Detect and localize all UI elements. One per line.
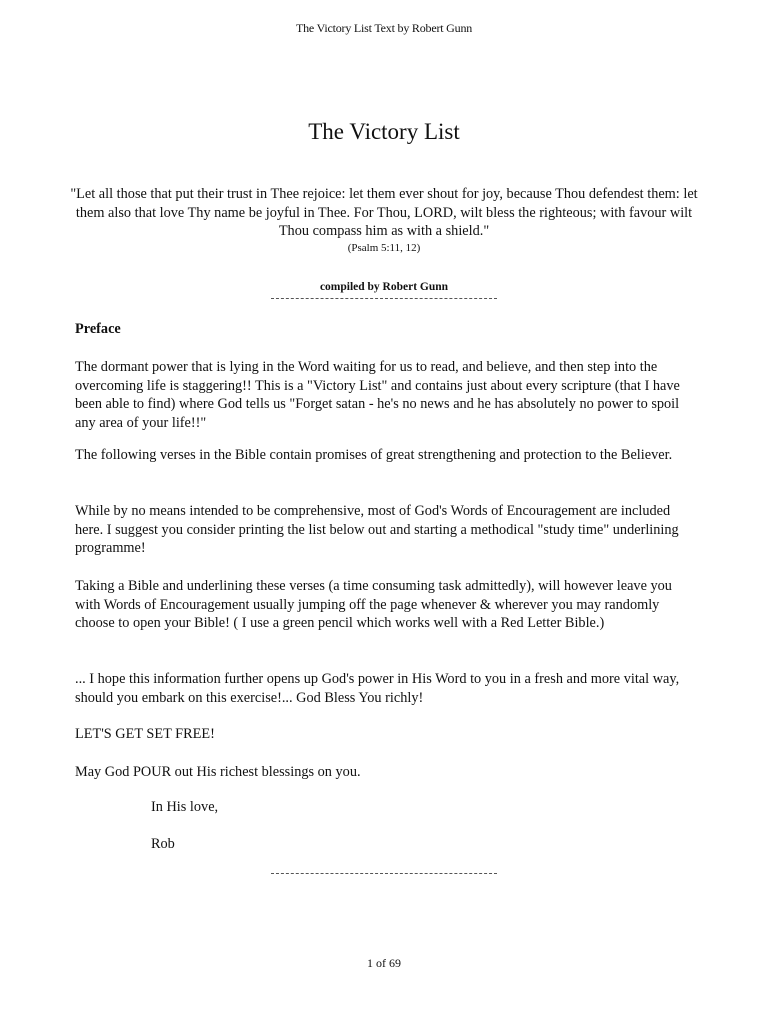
paragraph: ... I hope this information further opens up God's power in His Word to you in a fresh and more vital way, should you embark on this exercise!... God Bless You richly! [75,671,680,706]
compiled-by: compiled by Robert Gunn [319,281,449,293]
signature: Rob [151,836,175,852]
page-number: 1 of 69 [367,956,401,970]
running-header: The Victory List Text by Robert Gunn [295,21,473,35]
paragraph: LET'S GET SET FREE! [75,726,215,742]
epigraph-quote: "Let all those that put their trust in Thee rejoice: let them ever shout for joy, because Thou defendest them: let them also that love Thy name be joyful in Thee. For Thou, LORD, wilt bless the righteous; with favour wilt Thou compass him as with a shield." [70,186,698,239]
closing-line: In His love, [151,799,219,815]
section-divider [271,873,497,874]
preface-heading: Preface [75,321,121,337]
epigraph-citation: (Psalm 5:11, 12) [347,242,421,254]
document-title: The Victory List [308,119,460,144]
section-divider [271,298,497,299]
paragraph: While by no means intended to be comprehensive, most of God's Words of Encouragement are included here. I suggest you consider printing the list below out and starting a methodical "study time" underlining programme! [75,503,679,556]
paragraph: The following verses in the Bible contain promises of great strengthening and protection to the Believer. [75,447,673,463]
paragraph: May God POUR out His richest blessings on you. [75,764,361,780]
paragraph: The dormant power that is lying in the Word waiting for us to read, and believe, and then step into the overcoming life is staggering!! This is a "Victory List" and contains just about every scripture (that I have been able to find) where God tells us "Forget satan - he's no news and he has absolutely no power to spoil any area of your life!!" [75,359,680,431]
paragraph: Taking a Bible and underlining these verses (a time consuming task admittedly), will however leave you with Words of Encouragement usually jumping off the page whenever & wherever you may randomly choose to open your Bible! ( I use a green pencil which works well with a Red Letter Bible.) [75,578,672,631]
